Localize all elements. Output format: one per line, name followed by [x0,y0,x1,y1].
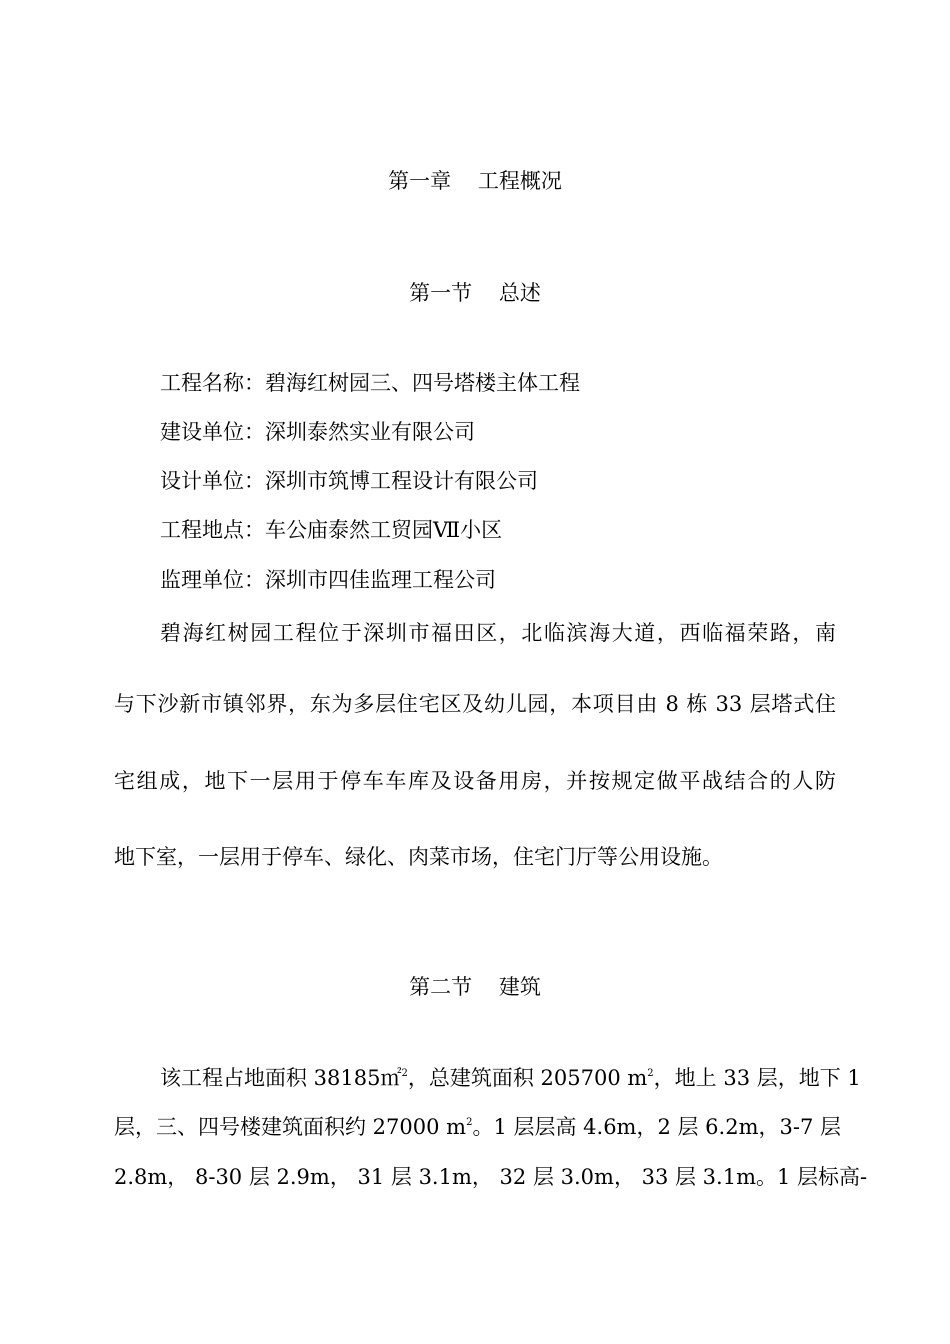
chapter-title: 第一章 工程概况 [388,169,562,193]
info-designer: 设计单位：深圳市筑博工程设计有限公司 [160,469,538,493]
text-span: 。1 层层高 4.6m，2 层 6.2m，3-7 层 [472,1115,841,1139]
info-developer: 建设单位：深圳泰然实业有限公司 [160,420,475,444]
paragraph-line [114,1111,841,1141]
section-title-overview: 第一节 总述 [409,281,541,305]
text-span: 该工程占地面积 38185㎡ [160,1066,402,1090]
info-project-name: 工程名称：碧海红树园三、四号塔楼主体工程 [160,371,580,395]
superscript: 2 [466,1117,473,1128]
info-supervisor: 监理单位：深圳市四佳监理工程公司 [160,568,496,592]
section-title-architecture: 第二节 建筑 [409,975,541,999]
paragraph-line: 宅组成，地下一层用于停车车库及设备用房，并按规定做平战结合的人防 [114,769,836,793]
paragraph-line: 地下室，一层用于停车、绿化、肉菜市场，住宅门厅等公用设施。 [114,845,723,869]
paragraph-line: 2.8m， 8-30 层 2.9m， 31 层 3.1m， 32 层 3.0m， 33 层 3.1m。1 层标高- [114,1165,868,1189]
superscript: 2 [647,1068,654,1079]
text-span: 层，三、四号楼建筑面积约 27000 m [114,1115,467,1139]
superscript: 2 [401,1068,408,1079]
text-span: ，总建筑面积 205700 m [407,1066,648,1090]
text-span: ，地上 33 层，地下 1 [653,1066,861,1090]
paragraph-line: 与下沙新市镇邻界，东为多层住宅区及幼儿园，本项目由 8 栋 33 层塔式住 [114,692,836,716]
paragraph-line [160,1062,861,1092]
paragraph-line: 碧海红树园工程位于深圳市福田区，北临滨海大道，西临福荣路，南 [160,621,836,645]
info-location: 工程地点：车公庙泰然工贸园Ⅶ小区 [160,518,503,542]
